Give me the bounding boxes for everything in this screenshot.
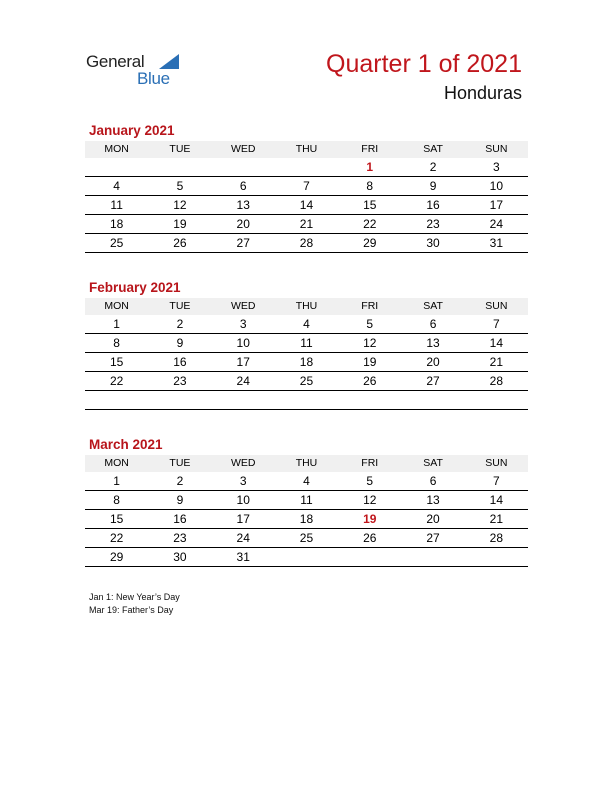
calendar-grid [85, 298, 528, 410]
weekday-label: SAT [423, 457, 443, 469]
date-cell: 16 [173, 512, 187, 526]
holiday-note: Mar 19: Father’s Day [89, 605, 174, 615]
date-cell: 12 [363, 493, 377, 507]
date-cell: 23 [173, 374, 187, 388]
date-cell: 3 [239, 317, 247, 331]
date-cell: 28 [489, 374, 503, 388]
weekday-label: WED [230, 143, 256, 155]
date-cell: 17 [236, 355, 250, 369]
weekday-label: THU [295, 300, 318, 312]
date-cell: 29 [109, 550, 124, 564]
weekday-header-row [85, 455, 528, 472]
weekday-label: TUE [169, 300, 191, 312]
date-cell: 21 [299, 217, 314, 231]
holiday-note: Jan 1: New Year’s Day [89, 592, 180, 602]
date-cell: 21 [489, 512, 503, 526]
weekday-label: WED [230, 300, 256, 312]
weekday-label: FRI [361, 143, 379, 155]
weekday-label: SAT [423, 143, 443, 155]
date-cell [401, 391, 464, 409]
date-cell: 23 [426, 217, 440, 231]
date-cell: 28 [299, 236, 314, 250]
date-cell: 5 [366, 474, 374, 488]
date-cell: 26 [173, 236, 187, 250]
date-cell: 26 [363, 531, 377, 545]
week-row [85, 510, 528, 529]
logo-text-blue: Blue [137, 69, 170, 88]
date-cell: 15 [109, 355, 124, 369]
week-row [85, 196, 528, 215]
date-cell: 20 [426, 512, 440, 526]
date-cell: 6 [239, 179, 247, 193]
date-cell: 28 [489, 531, 503, 545]
date-cell: 25 [109, 236, 124, 250]
date-cell: 4 [303, 474, 310, 488]
date-cell: 21 [489, 355, 503, 369]
weekday-label: THU [295, 457, 318, 469]
date-cell: 8 [366, 179, 374, 193]
weekday-label: SUN [485, 300, 508, 312]
weekday-label: FRI [361, 300, 379, 312]
week-row [85, 334, 528, 353]
date-cell: 2 [429, 160, 437, 174]
date-cell [275, 548, 338, 566]
date-cell: 31 [236, 550, 250, 564]
weekday-label: MON [104, 457, 129, 469]
date-cell [338, 391, 401, 409]
month-block-march [85, 436, 528, 567]
date-cell: 3 [492, 160, 500, 174]
date-cell: 25 [299, 531, 314, 545]
date-cell: 17 [489, 198, 503, 212]
date-cell: 10 [236, 493, 250, 507]
date-cell: 14 [489, 336, 503, 350]
date-cell: 13 [236, 198, 250, 212]
weekday-label: SUN [485, 457, 508, 469]
date-cell: 10 [236, 336, 250, 350]
date-cell: 1 [113, 474, 120, 488]
logo-text-general: General [86, 52, 145, 71]
date-cell: 11 [300, 336, 313, 350]
week-row [85, 158, 528, 177]
date-cell [85, 158, 148, 176]
date-cell [465, 548, 528, 566]
week-row [85, 372, 528, 391]
week-row [85, 529, 528, 548]
date-cell: 18 [299, 512, 314, 526]
week-row [85, 548, 528, 567]
date-cell [212, 391, 275, 409]
weekday-label: MON [104, 300, 129, 312]
date-cell: 24 [489, 217, 503, 231]
date-cell: 19 [363, 355, 377, 369]
date-cell: 24 [236, 374, 250, 388]
week-row [85, 234, 528, 253]
date-cell: 4 [303, 317, 310, 331]
date-cell: 9 [176, 336, 184, 350]
date-cell: 1 [113, 317, 120, 331]
date-cell: 10 [489, 179, 503, 193]
date-cell: 31 [489, 236, 503, 250]
date-cell [338, 548, 401, 566]
date-cell: 22 [109, 531, 124, 545]
date-cell: 5 [176, 179, 184, 193]
logo-flag-icon [159, 54, 179, 69]
date-cell: 9 [176, 493, 184, 507]
month-title: January 2021 [89, 123, 175, 138]
date-cell: 30 [426, 236, 440, 250]
date-cell: 6 [429, 474, 437, 488]
date-cell: 11 [300, 493, 313, 507]
weekday-label: FRI [361, 457, 379, 469]
date-cell: 4 [113, 179, 120, 193]
month-block-january [85, 122, 528, 253]
date-cell: 17 [236, 512, 250, 526]
date-cell: 25 [299, 374, 314, 388]
date-cell: 15 [363, 198, 377, 212]
week-row [85, 177, 528, 196]
calendar-grid [85, 141, 528, 253]
date-cell: 26 [363, 374, 377, 388]
date-cell: 20 [236, 217, 250, 231]
date-cell [212, 158, 275, 176]
date-cell: 19 [173, 217, 187, 231]
week-row [85, 391, 528, 410]
date-cell: 6 [429, 317, 437, 331]
date-cell: 13 [426, 336, 440, 350]
date-cell: 20 [426, 355, 440, 369]
date-cell: 2 [176, 474, 184, 488]
date-cell: 24 [236, 531, 250, 545]
weekday-label: WED [230, 457, 256, 469]
date-cell: 9 [429, 179, 437, 193]
date-cell [85, 391, 148, 409]
date-cell: 12 [363, 336, 377, 350]
date-cell: 2 [176, 317, 184, 331]
date-cell [148, 158, 211, 176]
weekday-label: SUN [485, 143, 508, 155]
date-cell: 7 [303, 179, 310, 193]
general-blue-logo [86, 52, 196, 92]
date-cell: 5 [366, 317, 374, 331]
week-row [85, 315, 528, 334]
holiday-notes [89, 591, 180, 617]
date-cell: 14 [299, 198, 314, 212]
date-cell: 12 [173, 198, 187, 212]
date-cell: 16 [426, 198, 440, 212]
date-cell: 27 [236, 236, 250, 250]
date-cell: 15 [109, 512, 124, 526]
weekday-label: SAT [423, 300, 443, 312]
weekday-label: TUE [169, 143, 191, 155]
date-cell: 23 [173, 531, 187, 545]
date-cell: 27 [426, 374, 440, 388]
date-cell: 16 [173, 355, 187, 369]
week-row [85, 491, 528, 510]
date-cell [401, 548, 464, 566]
date-cell [275, 158, 338, 176]
date-cell [148, 391, 211, 409]
date-cell: 7 [492, 317, 500, 331]
holiday-date-cell: 1 [366, 160, 374, 174]
weekday-header-row [85, 141, 528, 158]
date-cell: 14 [489, 493, 503, 507]
date-cell: 8 [113, 493, 120, 507]
calendar-grid [85, 455, 528, 567]
month-title: March 2021 [89, 437, 163, 452]
date-cell: 22 [363, 217, 377, 231]
week-row [85, 472, 528, 491]
weekday-label: TUE [169, 457, 191, 469]
date-cell: 7 [492, 474, 500, 488]
week-row [85, 215, 528, 234]
date-cell: 22 [109, 374, 124, 388]
page-title: Quarter 1 of 2021 [326, 50, 522, 78]
date-cell: 11 [110, 198, 123, 212]
date-cell: 30 [173, 550, 187, 564]
date-cell: 18 [109, 217, 124, 231]
date-cell: 3 [239, 474, 247, 488]
weekday-header-row [85, 298, 528, 315]
date-cell: 18 [299, 355, 314, 369]
date-cell: 29 [363, 236, 377, 250]
weekday-label: THU [295, 143, 318, 155]
month-title: February 2021 [89, 280, 181, 295]
weekday-label: MON [104, 143, 129, 155]
date-cell [275, 391, 338, 409]
month-block-february [85, 279, 528, 410]
week-row [85, 353, 528, 372]
date-cell: 8 [113, 336, 120, 350]
holiday-date-cell: 19 [363, 512, 377, 526]
country-name: Honduras [443, 83, 522, 103]
date-cell: 13 [426, 493, 440, 507]
date-cell: 27 [426, 531, 440, 545]
date-cell [465, 391, 528, 409]
